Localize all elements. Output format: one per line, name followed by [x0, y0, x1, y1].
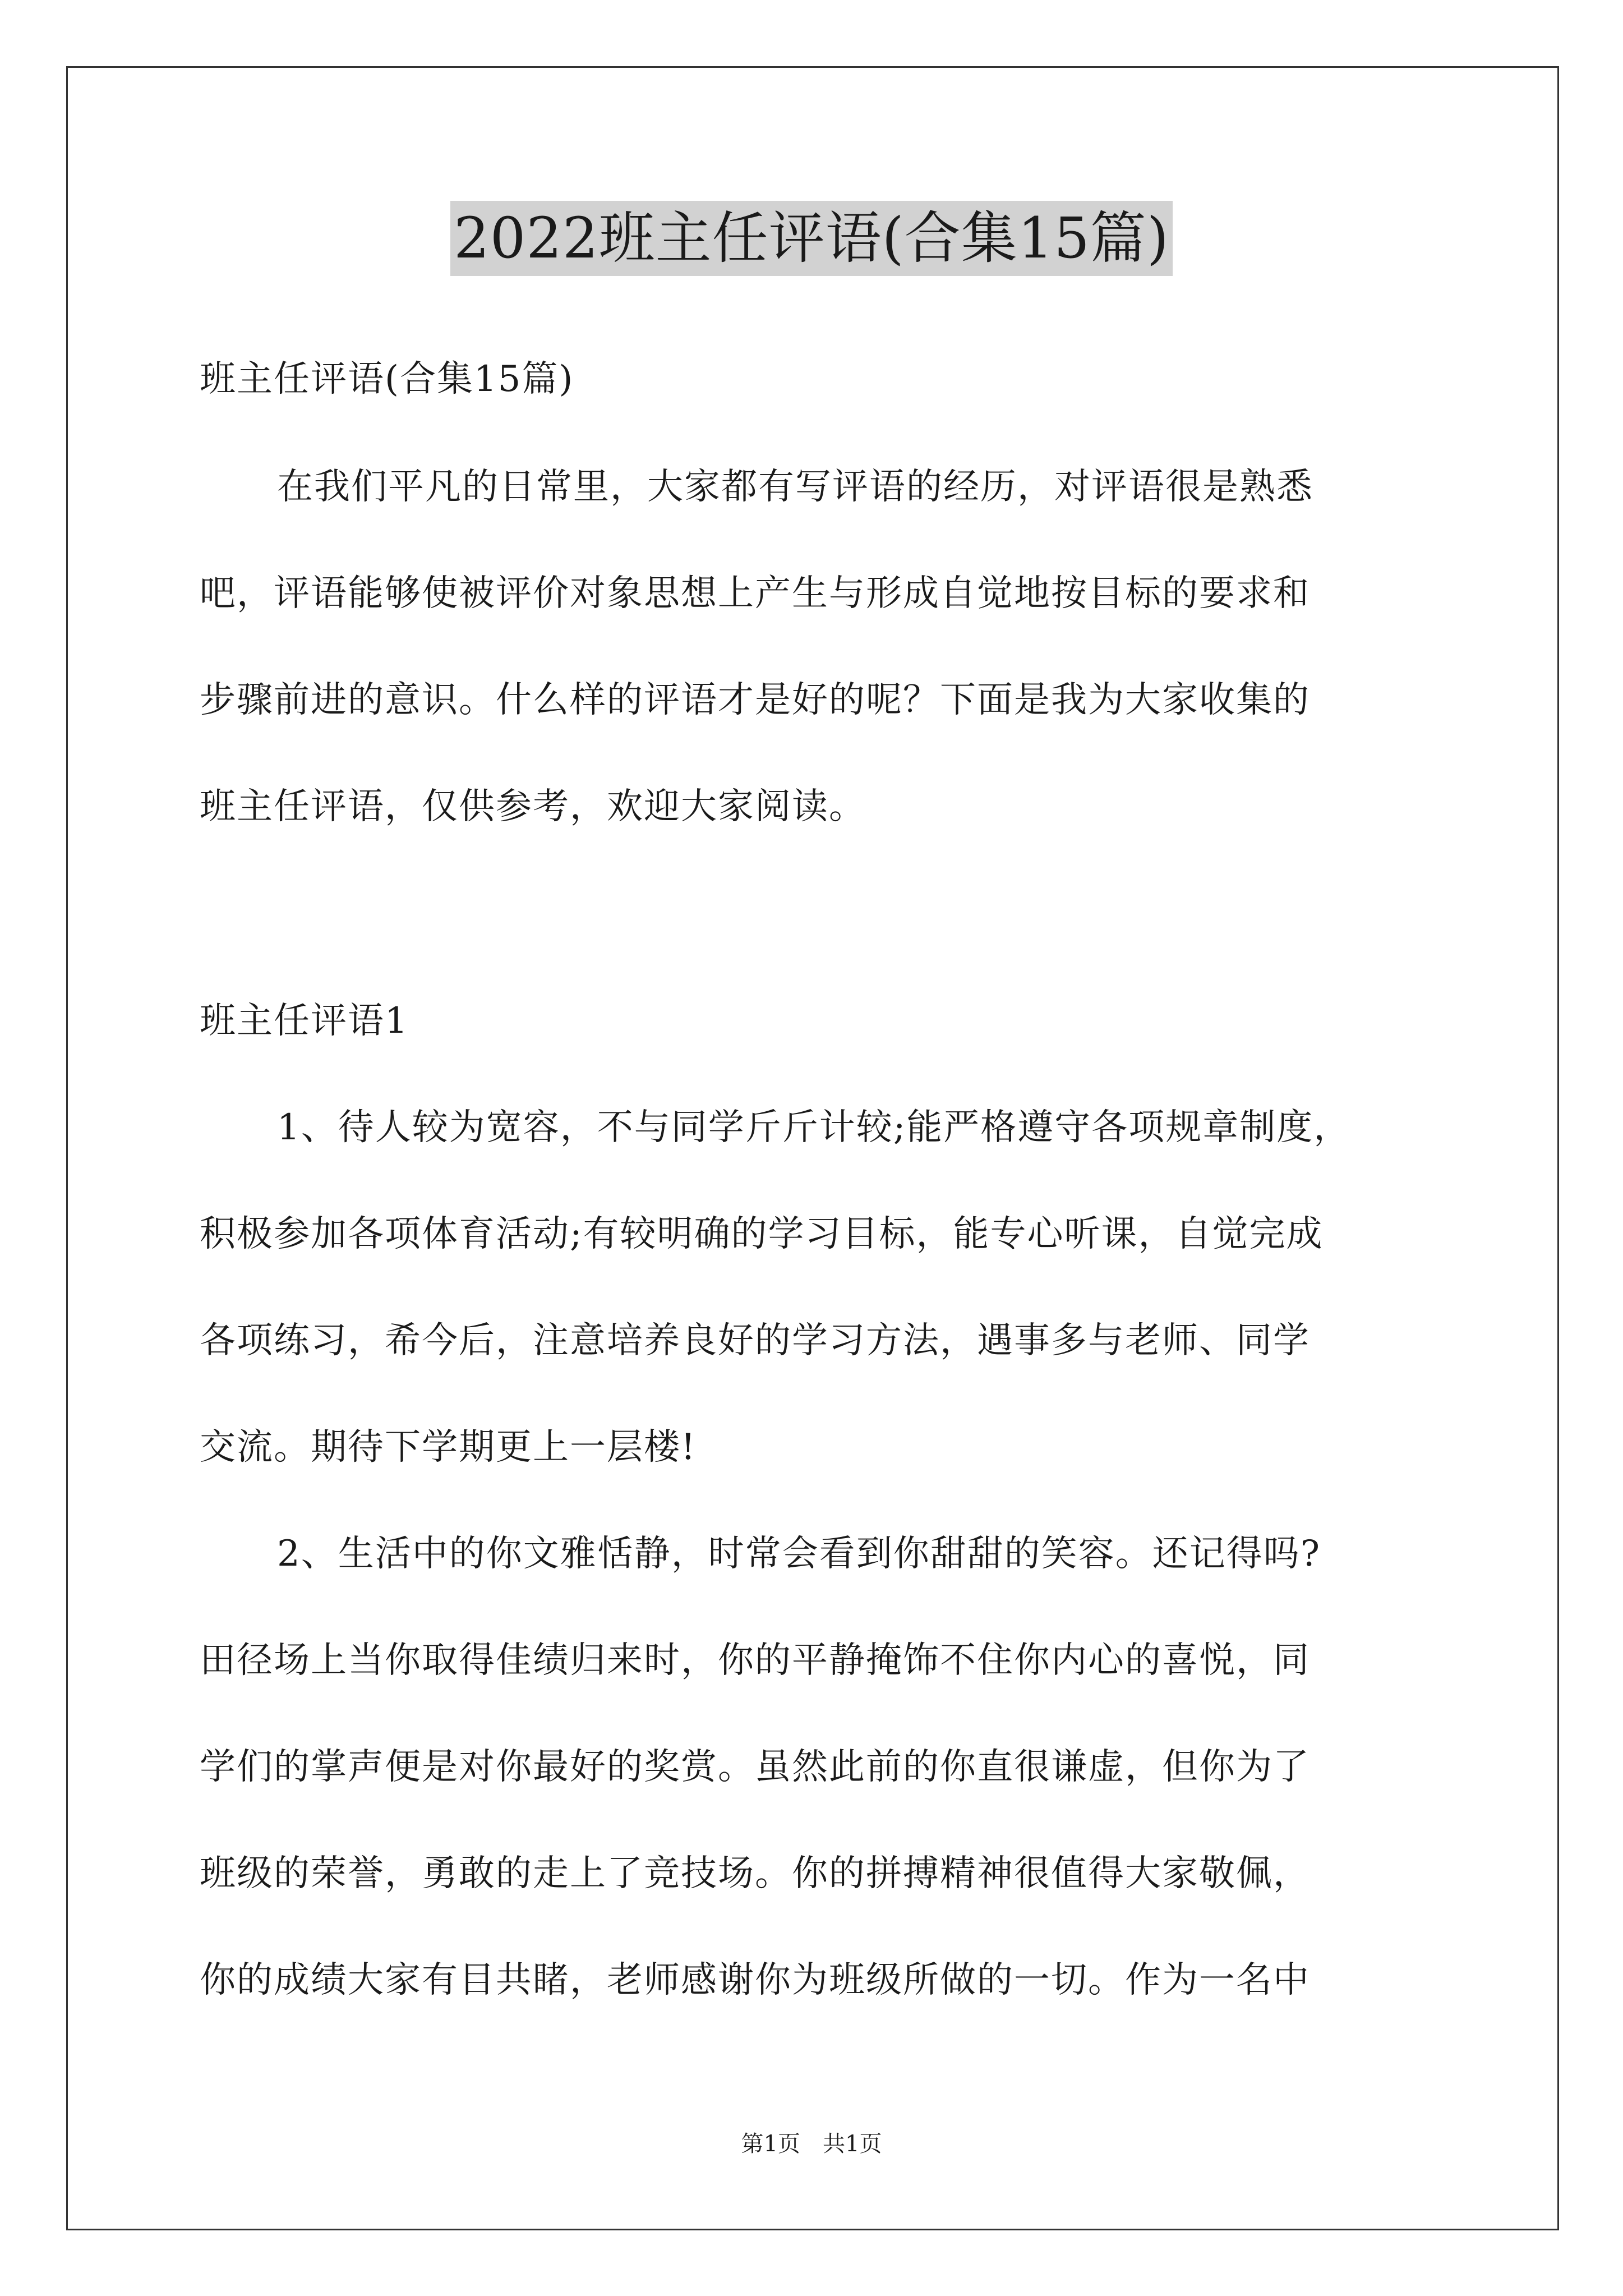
- item2-line-2: 田径场上当你取得佳绩归来时，你的平静掩饰不住你内心的喜悦，同: [200, 1640, 1310, 1681]
- title-container: [0, 201, 1623, 276]
- document-title: 2022班主任评语(合集15篇): [450, 201, 1173, 276]
- intro-line-2: 吧，评语能够使被评价对象思想上产生与形成自觉地按目标的要求和: [200, 573, 1310, 614]
- item1-line-3: 各项练习，希今后，注意培养良好的学习方法，遇事多与老师、同学: [200, 1320, 1310, 1361]
- item1-line-2: 积极参加各项体育活动;有较明确的学习目标，能专心听课，自觉完成: [200, 1213, 1324, 1255]
- section-heading: 班主任评语1: [200, 1000, 409, 1042]
- intro-line-3: 步骤前进的意识。什么样的评语才是好的呢？下面是我为大家收集的: [200, 679, 1310, 721]
- intro-line-1: 在我们平凡的日常里，大家都有写评语的经历，对评语很是熟悉: [277, 466, 1313, 508]
- item2-line-4: 班级的荣誉，勇敢的走上了竞技场。你的拼搏精神很值得大家敬佩，: [200, 1853, 1310, 1894]
- item1-line-1: 1、待人较为宽容，不与同学斤斤计较;能严格遵守各项规章制度，: [277, 1107, 1351, 1148]
- item1-line-4: 交流。期待下学期更上一层楼!: [200, 1427, 697, 1468]
- item2-line-1: 2、生活中的你文雅恬静，时常会看到你甜甜的笑容。还记得吗?: [277, 1533, 1321, 1575]
- item2-line-5: 你的成绩大家有目共睹，老师感谢你为班级所做的一切。作为一名中: [200, 1959, 1310, 2001]
- item2-line-3: 学们的掌声便是对你最好的奖赏。虽然此前的你直很谦虚，但你为了: [200, 1746, 1310, 1788]
- document-subtitle: 班主任评语(合集15篇): [200, 358, 574, 400]
- page-footer: 第1页 共1页: [741, 2131, 882, 2157]
- intro-line-4: 班主任评语，仅供参考，欢迎大家阅读。: [200, 786, 866, 827]
